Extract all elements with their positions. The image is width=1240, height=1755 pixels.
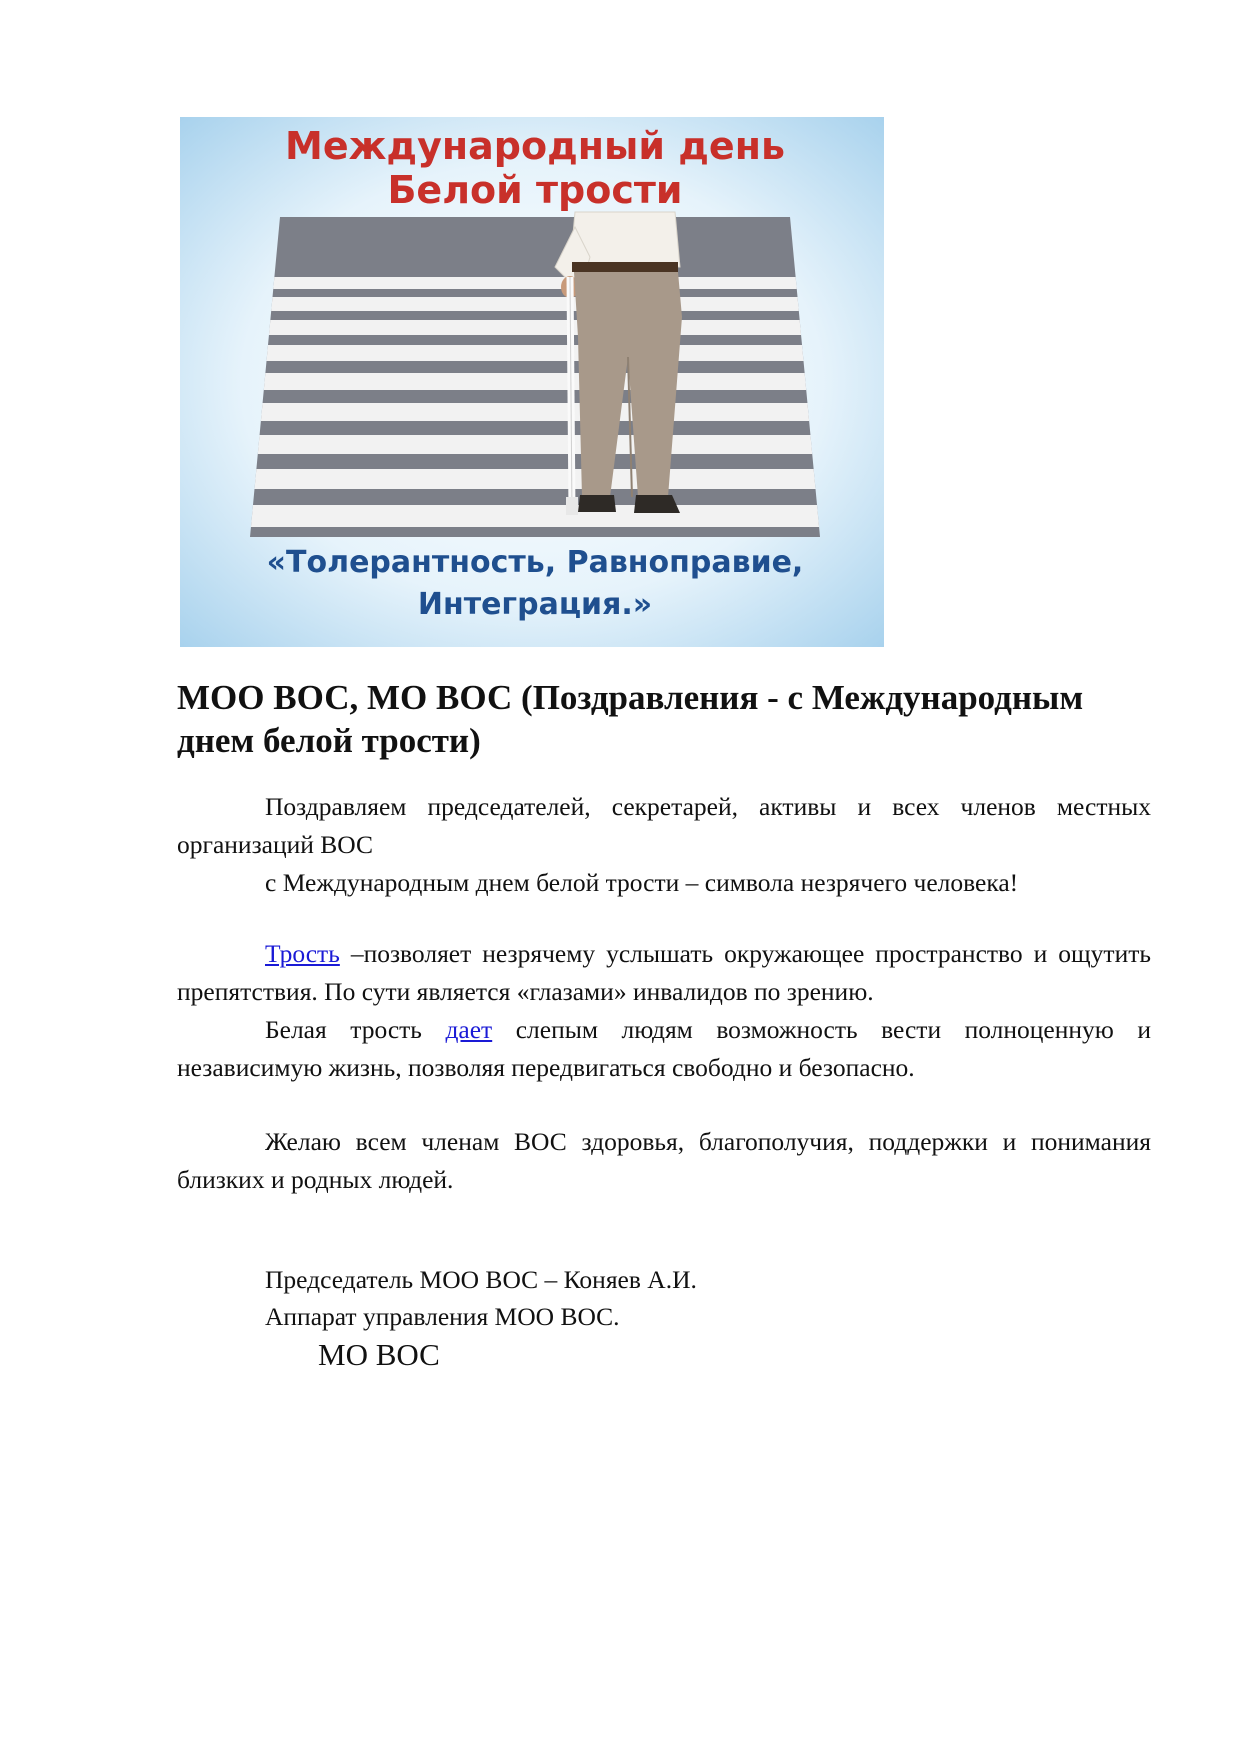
cane-benefit-start: Белая трость — [265, 1015, 446, 1044]
banner-title-line1: Международный день — [285, 124, 785, 168]
greeting-line: с Международным днем белой трости – символа незрячего человека! — [265, 868, 1019, 897]
cane-description-paragraph — [177, 935, 1151, 1011]
banner-slogan-line1: «Толерантность, Равноправие, — [266, 545, 804, 580]
white-cane-day-banner — [180, 117, 884, 647]
banner-title-line2: Белой трости — [387, 168, 683, 212]
banner-slogan-line2: Интеграция.» — [417, 587, 653, 622]
cane-description-text: –позволяет незрячему услышать окружающее пространство и ощутить препятствия. По сути является «глазами» инвалидов по зрению. — [177, 939, 1151, 1006]
crosswalk — [240, 217, 840, 547]
gives-link[interactable]: дает — [445, 1015, 493, 1044]
greeting-paragraph: Поздравляем председателей, секретарей, активы и всех членов местных организаций ВОС — [177, 792, 1151, 859]
wishes-paragraph: Желаю всем членам ВОС здоровья, благополучия, поддержки и понимания близких и родных людей. — [177, 1127, 1151, 1194]
cane-benefit-paragraph — [177, 1011, 1151, 1087]
cane-link[interactable]: Трость — [265, 939, 340, 968]
signature-chairman: Председатель МОО ВОС – Коняев А.И. — [265, 1265, 697, 1294]
signature-apparatus: Аппарат управления МОО ВОС. — [265, 1302, 620, 1331]
cane-benefit-text: слепым людям возможность вести полноценную и независимую жизнь, позволяя передвигаться свободно и безопасно. — [177, 1015, 1151, 1082]
signature-organization: МО ВОС — [318, 1337, 440, 1372]
page-title: МОО ВОС, МО ВОС (Поздравления - с Международным днем белой трости) — [177, 678, 1084, 760]
